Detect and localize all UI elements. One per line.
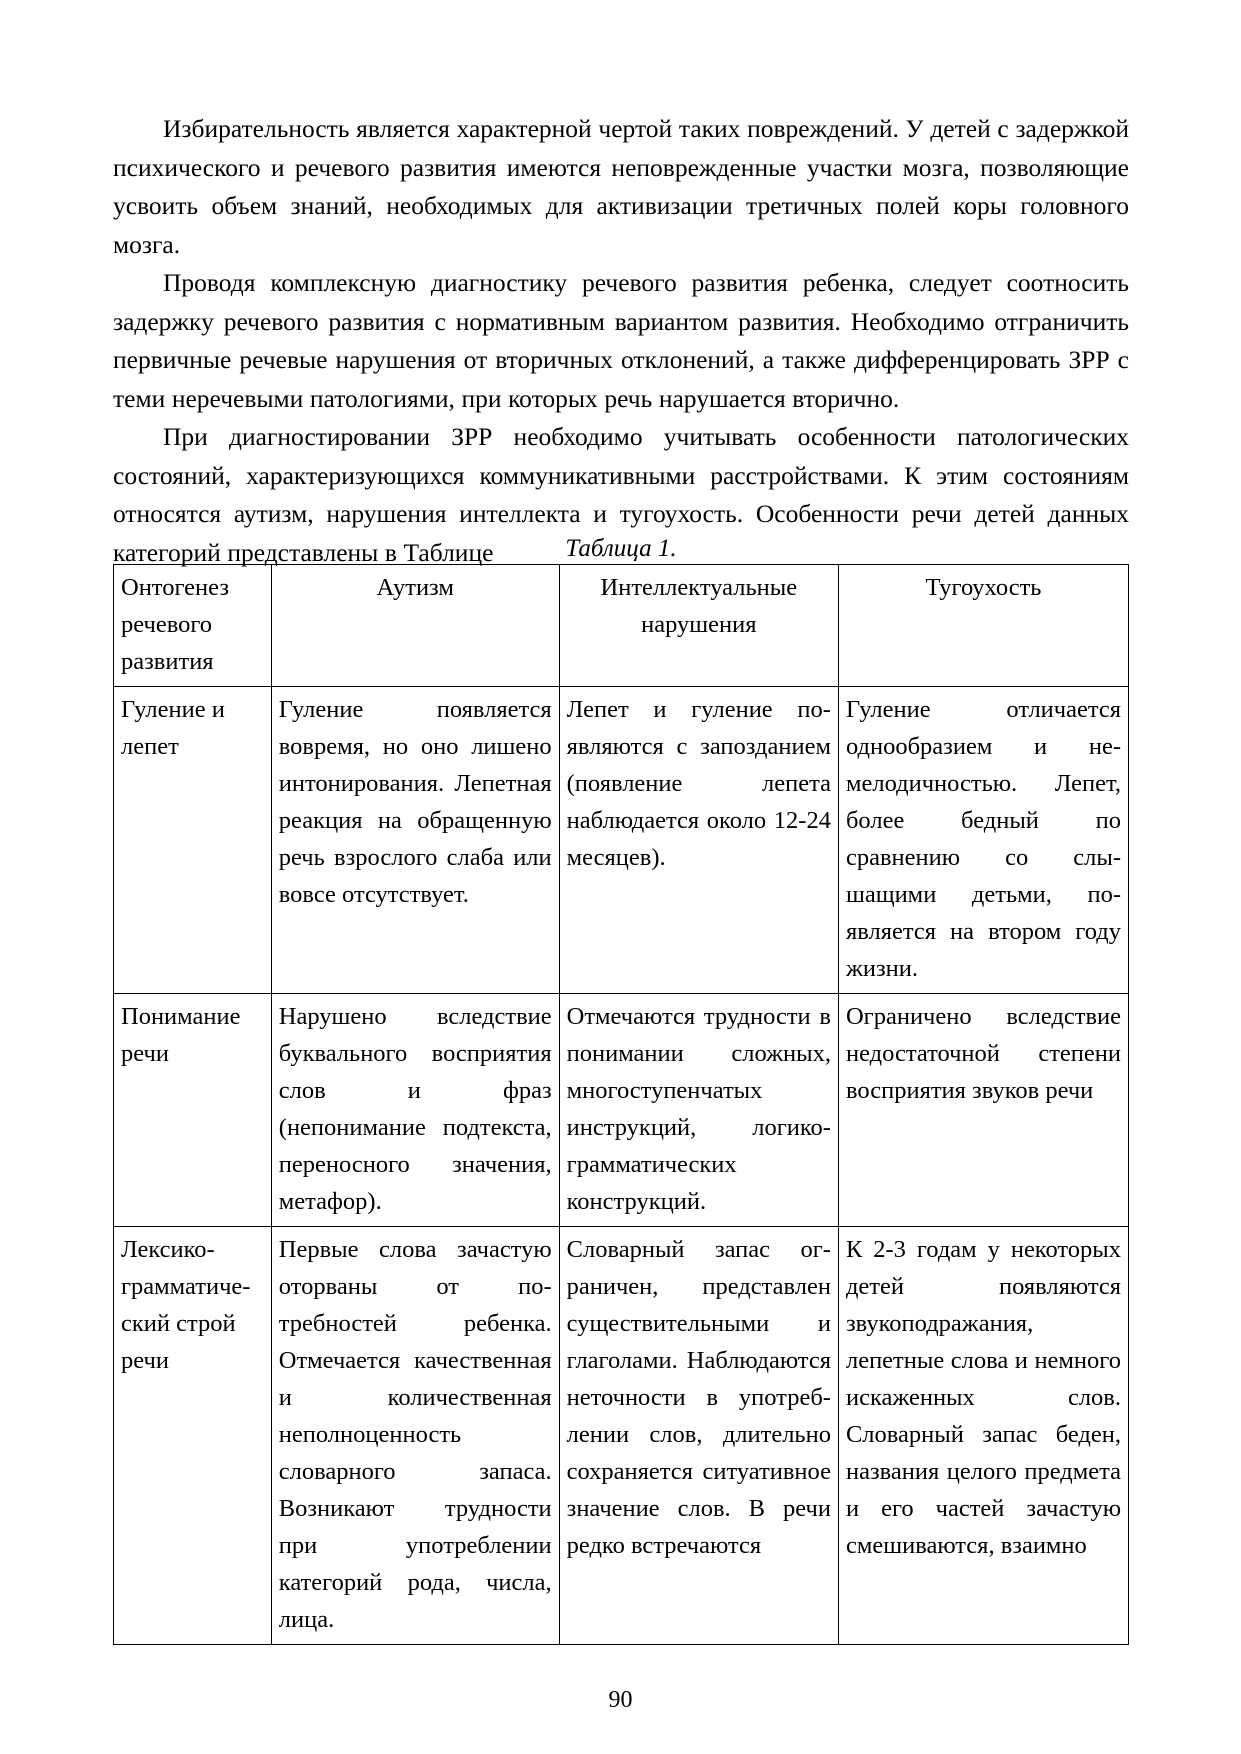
row-category: Гуление и лепет [114,687,272,994]
table-caption: Таблица 1. [565,535,677,562]
body-text-block [113,110,1129,572]
column-header-intellectual: Интеллектуальные нарушения [559,565,838,687]
row-category: Лексико-грамматический строй речи [114,1227,272,1645]
cell-intellectual: Лепет и гуление появляются с запозданием (появление лепета наблюдается около 12-24 месяцев). [559,687,838,994]
cell-hearing: К 2-3 годам у некоторых детей появляются звукоподражания, лепетные слова и немного искаженных слов. Словарный запас беден, названия целого предмета и его частей зачастую смешиваются, взаимно [838,1227,1128,1645]
column-header-ontogenesis: Онтогенез речевого развития [114,565,272,687]
table-header-row [114,565,1129,687]
paragraph-2: Проводя комплексную диагностику речевого развития ребенка, следует соотносить задержку речевого развития с нормативным вариантом развития. Необходимо отграничить первичные речевые нарушения от вторичных отклонений, а также дифференцировать ЗРР с теми неречевыми патологиями, при которых речь нарушается вторично. [113,268,1129,413]
table-row [114,687,1129,994]
row-category: Понимание речи [114,994,272,1227]
cell-hearing: Гуление отличается однообразием и немелодичностью. Лепет, более бедный по сравнению со слышащими детьми, появляется на втором году жизни. [838,687,1128,994]
column-header-autism: Аутизм [271,565,559,687]
paragraph-1: Избирательность является характерной чертой таких повреждений. У детей с задержкой психического и речевого развития имеются неповрежденные участки мозга, позволяющие усвоить объем знаний, необходимых для активизации третичных полей коры головного мозга. [113,114,1129,259]
column-header-hearing: Тугоухость [838,565,1128,687]
cell-autism: Гуление появляется вовремя, но оно лишено интонирования. Лепетная реакция на обращенную речь взрослого слаба или вовсе отсутствует. [271,687,559,994]
table-header [114,565,1129,687]
paragraph-3: При диагностировании ЗРР необходимо учитывать особенности патологических состояний, характеризующихся коммуникативными расстройствами. К этим состояниям относятся аутизм, нарушения интеллекта и тугоухость. Особенности речи детей данных категорий представлены в Таблице [113,422,1129,567]
cell-autism: Нарушено вследствие буквального восприятия слов и фраз (непонимание подтекста, переносного значения, метафор). [271,994,559,1227]
cell-autism: Первые слова зачастую оторваны от потребностей ребенка. Отмечается качественная и количественная неполноценность словарного запаса. Возникают трудности при употреблении категорий рода, числа, лица. [271,1227,559,1645]
table-row [114,994,1129,1227]
speech-features-table [113,564,1129,1754]
table [113,564,1129,1645]
cell-intellectual: Отмечаются трудности в понимании сложных, многоступенчатых инструкций, логико-грамматических конструкций. [559,994,838,1227]
table-body [114,687,1129,1645]
table-row [114,1227,1129,1645]
page-number: 90 [608,1687,633,1713]
cell-intellectual: Словарный запас ограничен, представлен существительными и глаголами. Наблюдаются неточности в употреблении слов, длительно сохраняется ситуативное значение слов. В речи редко встречаются [559,1227,838,1645]
cell-hearing: Ограничено вследствие недостаточной степени восприятия звуков речи [838,994,1128,1227]
